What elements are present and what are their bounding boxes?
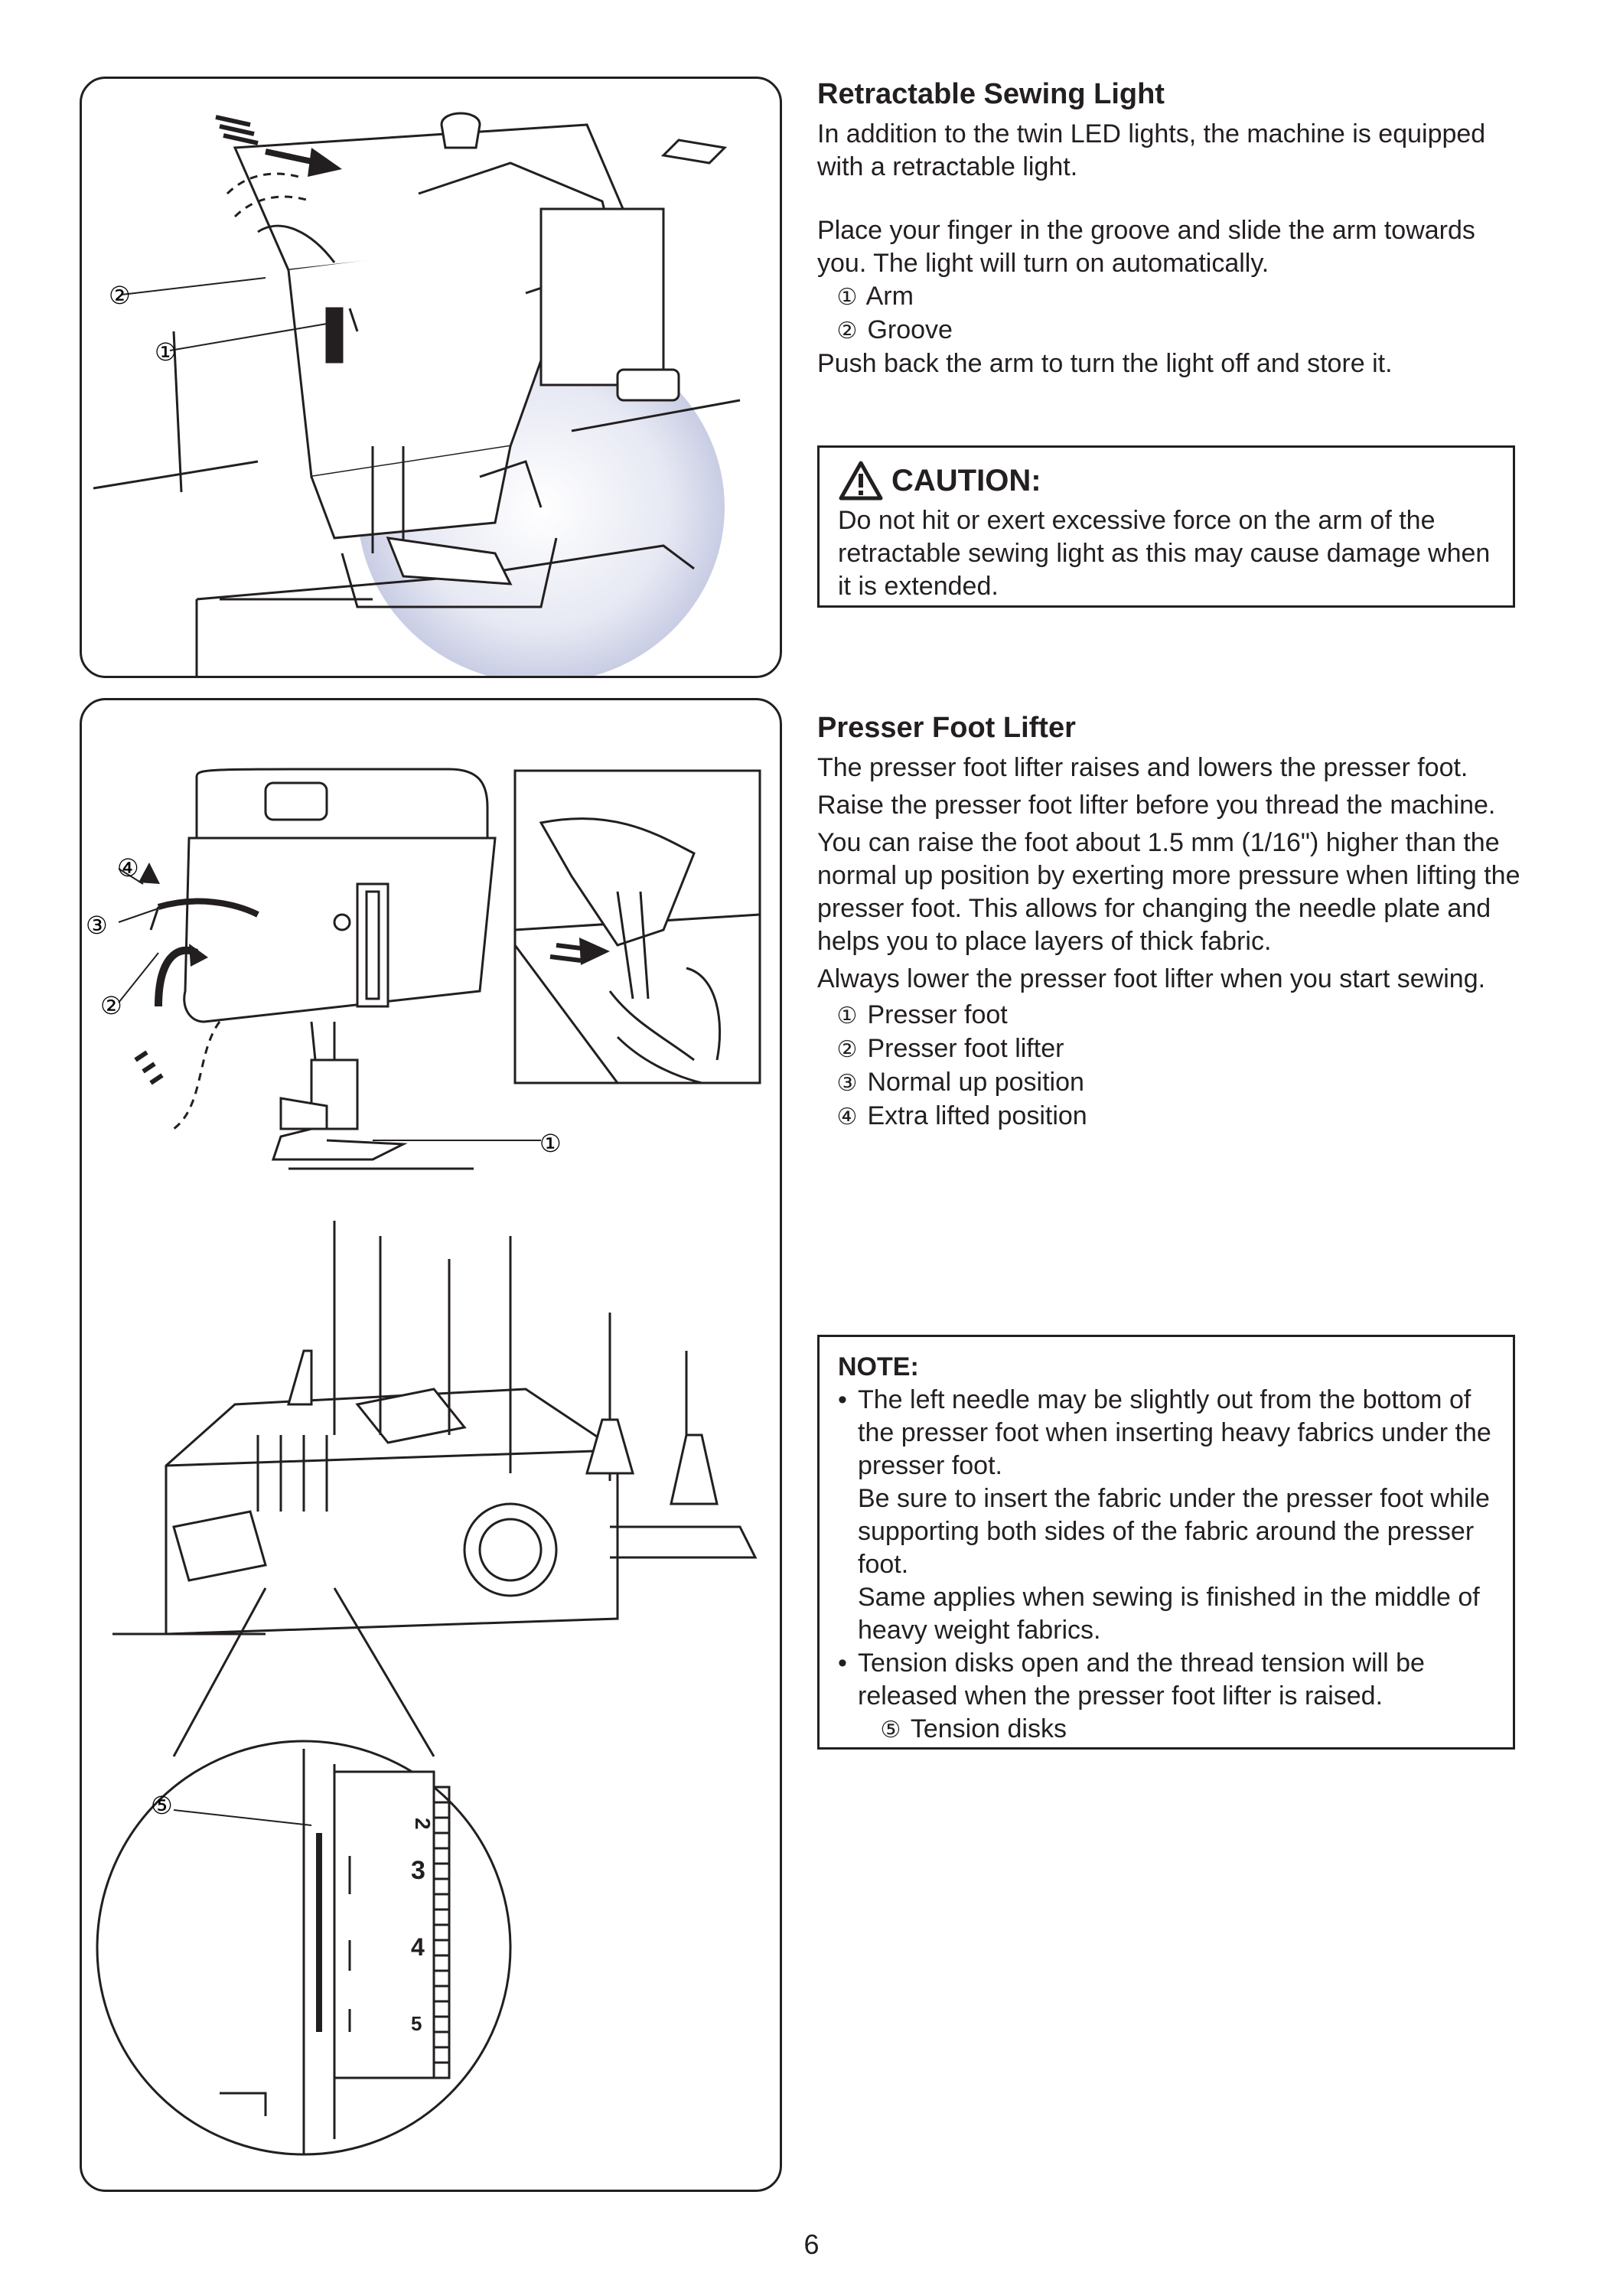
paragraph: You can raise the foot about 1.5 mm (1/16") higher than the normal up position by exerting more pressure when lifting the presser foot. This allows for changing the needle plate and helps you to place layers of thick fabric. [817,828,1520,956]
dial-number: 3 [411,1856,425,1885]
callout-tension-disks: ⑤ [151,1792,173,1819]
callout-presser-foot: ① [539,1130,562,1157]
callout-arm: ① [155,338,177,366]
note-box [817,1335,1515,1750]
figure-retractable-light [80,77,782,678]
note-bullet-text: The left needle may be slightly out from the bottom of the presser foot when inserting heavy fabrics under the presser foot. [858,1385,1491,1480]
part-item-arm [817,280,1530,314]
warning-triangle-icon [838,460,884,501]
part-item [817,1100,1530,1133]
part-label: Extra lifted position [867,1101,1087,1130]
figure-presser-foot-lifter [80,698,782,2192]
part-label: Arm [865,282,914,311]
page-number: 6 [803,2229,820,2260]
paragraph: Always lower the presser foot lifter when you start sewing. [817,964,1486,993]
part-number: ② [836,1037,858,1062]
paragraph: Raise the presser foot lifter before you thread the machine. [817,791,1496,820]
part-label: Normal up position [867,1068,1084,1097]
paragraph: The presser foot lifter raises and lowers the presser foot. [817,753,1468,782]
dial-number: 2 [411,1818,435,1830]
dial-number: 4 [411,1933,425,1961]
dial-number: 5 [411,2012,422,2035]
instruction-text: Place your finger in the groove and slide the arm towards you. The light will turn on automatically. [817,216,1475,278]
part-number: ③ [836,1071,858,1096]
part-label: Presser foot [867,1000,1008,1029]
note-part-item [838,1713,1494,1746]
part-label: Tension disks [910,1714,1067,1743]
part-item [817,1032,1530,1066]
note-title: NOTE: [838,1352,919,1381]
heading-presser-foot-lifter: Presser Foot Lifter [817,712,1076,744]
caution-title: CAUTION: [891,463,1041,497]
sewing-light-illustration [82,79,780,676]
callout-normal-up: ③ [86,912,108,939]
caution-box [817,445,1515,608]
caution-text: Do not hit or exert excessive force on the arm of the retractable sewing light as this may cause damage when it is extended. [838,506,1491,601]
section-retractable-light [817,77,1530,380]
part-item-groove [817,314,1530,347]
note-bullet: • Tension disks open and the thread tension will be released when the presser foot lifter is raised. [838,1649,1425,1711]
presser-foot-illustration [82,700,780,2190]
closing-text: Push back the arm to turn the light off and store it. [817,349,1393,378]
part-number: ② [836,318,858,344]
part-number: ④ [836,1104,858,1130]
note-continuation: Be sure to insert the fabric under the presser foot while supporting both sides of the fabric around the presser foot. [858,1484,1490,1579]
note-bullet: • The left needle may be slightly out from the bottom of the presser foot when inserting heavy fabrics under the presser foot. [838,1385,1491,1480]
part-number: ① [836,1003,858,1029]
callout-extra-lifted: ④ [117,854,139,882]
part-number: ① [836,285,858,310]
part-number: ⑤ [880,1717,901,1743]
callout-presser-foot-lifter: ② [100,992,122,1019]
note-continuation: Same applies when sewing is finished in the middle of heavy weight fabrics. [858,1583,1480,1645]
part-item [817,1066,1530,1100]
part-label: Groove [867,315,953,344]
note-bullet-text: Tension disks open and the thread tension will be released when the presser foot lifter is raised. [858,1649,1425,1711]
heading-retractable-light: Retractable Sewing Light [817,78,1165,110]
part-label: Presser foot lifter [867,1034,1064,1063]
section-presser-foot-lifter [817,710,1530,1133]
callout-groove: ② [109,282,131,309]
part-item [817,999,1530,1032]
intro-text: In addition to the twin LED lights, the machine is equipped with a retractable light. [817,119,1486,181]
